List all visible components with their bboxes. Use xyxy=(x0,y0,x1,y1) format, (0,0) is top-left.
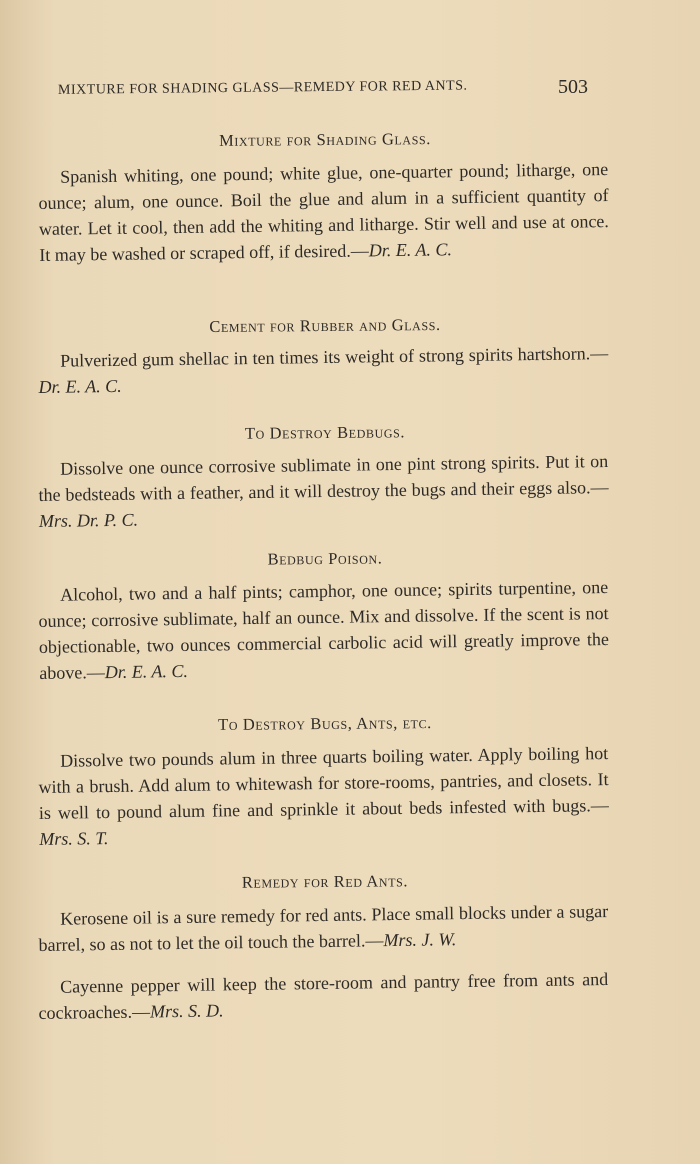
contributor-signature: Mrs. S. T. xyxy=(39,828,109,849)
section-title: Cement for Rubber and Glass. xyxy=(209,314,441,337)
recipe-paragraph xyxy=(38,898,609,958)
recipe-paragraph xyxy=(38,340,609,400)
page-number: 503 xyxy=(558,76,588,98)
running-head: MIXTURE FOR SHADING GLASS—REMEDY FOR RED ANTS. xyxy=(57,78,468,98)
contributor-signature: Dr. E. A. C. xyxy=(104,660,189,683)
contributor-signature: Mrs. S. D. xyxy=(149,1000,224,1022)
section-title: To Destroy Bedbugs. xyxy=(244,422,406,443)
recipe-text: Dissolve one ounce corrosive sublimate in one pint strong spirits. Put it on the bedsteads with a feather, and it will destroy the bugs and their eggs also.— xyxy=(38,451,609,505)
contributor-signature: Dr. E. A. C. xyxy=(368,239,453,261)
contributor-signature: Dr. E. A. C. xyxy=(38,375,122,397)
recipe-text: Alcohol, two and a half pints; camphor, one ounce; spirits turpentine, one ounce; corrosive sublimate, half an ounce. Mix and dissolve. If the scent is not objectionable, two ounces commercial carbolic acid will greatly improve the above.— xyxy=(38,577,609,683)
contributor-signature: Mrs. Dr. P. C. xyxy=(38,509,139,531)
recipe-paragraph xyxy=(38,966,609,1026)
section-title: Bedbug Poison. xyxy=(267,548,383,569)
recipe-text: Kerosene oil is a sure remedy for red ants. Place small blocks under a sugar barrel, so as not to let the oil touch the barrel.— xyxy=(38,901,609,955)
recipe-paragraph xyxy=(38,574,609,686)
contributor-signature: Mrs. J. W. xyxy=(383,929,457,951)
recipe-paragraph xyxy=(38,740,609,852)
recipe-text: Cayenne pepper will keep the store-room and pantry free from ants and cockroaches.— xyxy=(38,969,609,1023)
section-title: Mixture for Shading Glass. xyxy=(218,129,432,150)
recipe-paragraph xyxy=(38,448,609,534)
recipe-paragraph xyxy=(38,156,609,268)
recipe-text: Spanish whiting, one pound; white glue, one-quarter pound; litharge, one ounce; alum, one ounce. Boil the glue and alum in a sufficient quantity of water. Let it cool, then add the whiting and litharge. Stir well and use at once. It may be washed or scraped off, if desired.— xyxy=(38,159,609,265)
recipe-text: Dissolve two pounds alum in three quarts boiling water. Apply boiling hot with a brush. Add alum to whitewash for store-rooms, pantries, and closets. It is well to pound alum fine and sprinkle it about beds infested with bugs.— xyxy=(38,743,609,823)
section-title: To Destroy Bugs, Ants, etc. xyxy=(218,713,432,734)
recipe-text: Pulverized gum shellac in ten times its weight of strong spirits hartshorn.— xyxy=(60,343,609,371)
section-title: Remedy for Red Ants. xyxy=(241,871,409,892)
